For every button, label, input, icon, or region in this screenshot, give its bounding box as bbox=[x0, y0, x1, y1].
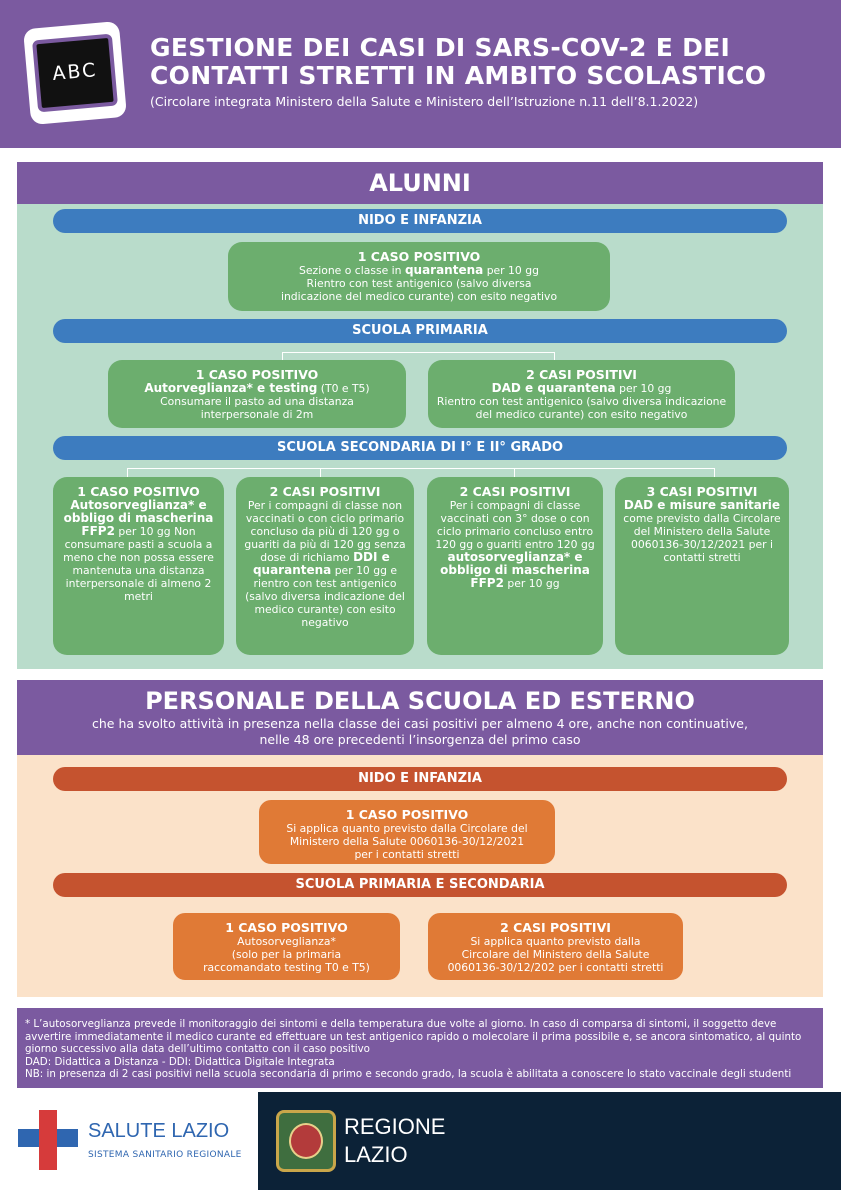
secondaria-case1-box bbox=[53, 477, 224, 655]
personale-heading-block bbox=[17, 680, 823, 755]
alunni-section bbox=[17, 162, 823, 669]
personale-primsec-case2-title: 2 CASI POSITIVI bbox=[500, 920, 611, 935]
footnotes bbox=[17, 1008, 823, 1088]
primaria-case2-title: 2 CASI POSITIVI bbox=[526, 367, 637, 382]
nido-case-line1: Sezione o classe in quarantena per 10 gg bbox=[299, 263, 539, 277]
nido-label: NIDO E INFANZIA bbox=[53, 209, 787, 233]
primaria-case1-line2: Consumare il pasto ad una distanza bbox=[160, 395, 354, 408]
secondaria-case4-box bbox=[615, 477, 789, 655]
footnote-nb: NB: in presenza di 2 casi positivi nella scuola secondaria di primo e secondo grado, la scuola è abilitata a conoscere lo stato vaccinale degli studenti bbox=[25, 1068, 792, 1080]
emblem-shield-icon bbox=[289, 1123, 323, 1159]
primaria-connector-right bbox=[554, 352, 555, 360]
footnote-dad-ddi: DAD: Didattica a Distanza - DDI: Didattica Digitale Integrata bbox=[25, 1055, 335, 1068]
nido-case-box bbox=[228, 242, 610, 311]
personale-sub2: nelle 48 ore precedenti l’insorgenza del primo caso bbox=[259, 732, 581, 747]
personale-primsec-case2-line1: Si applica quanto previsto dalla bbox=[470, 935, 641, 948]
secondaria-case2-text: Per i compagni di classe non vaccinati o con ciclo primario concluso da più di 120 gg o guariti da più di 120 gg senza dose di richiamo DDI e quarantena per 10 gg e rientro con test antigenico (salvo diversa indicazione del medico curante) con esito negativo bbox=[244, 499, 406, 629]
personale-nido-box bbox=[257, 798, 557, 866]
abc-chalkboard-icon bbox=[23, 21, 127, 125]
secondaria-connector-2 bbox=[320, 468, 321, 477]
personale-nido-line2: Ministero della Salute 0060136-30/12/2021 bbox=[289, 835, 525, 848]
page-title: GESTIONE DEI CASI DI SARS-COV-2 E DEI CONTATTI STRETTI IN AMBITO SCOLASTICO bbox=[150, 33, 767, 90]
salute-lazio-logo bbox=[0, 1092, 258, 1190]
secondaria-case4-title: 3 CASI POSITIVI bbox=[646, 484, 758, 499]
personale-primsec-label: SCUOLA PRIMARIA E SECONDARIA bbox=[53, 873, 787, 897]
primaria-connector-left bbox=[282, 352, 283, 360]
primaria-label: SCUOLA PRIMARIA bbox=[53, 319, 787, 343]
personale-primsec-case2-line2: Circolare del Ministero della Salute bbox=[461, 948, 650, 961]
personale-primsec-case2-box bbox=[426, 911, 685, 982]
personale-nido-line1: Si applica quanto previsto dalla Circolare del bbox=[286, 822, 528, 835]
secondaria-case3-box bbox=[427, 477, 603, 655]
lazio-text: LAZIO bbox=[344, 1142, 408, 1167]
secondaria-case3-title: 2 CASI POSITIVI bbox=[459, 484, 571, 499]
primaria-case1-line3: interpersonale di 2m bbox=[200, 408, 314, 421]
personale-primsec-case1-title: 1 CASO POSITIVO bbox=[225, 920, 348, 935]
personale-section bbox=[17, 755, 823, 997]
abc-icon-text: ABC bbox=[51, 59, 99, 85]
personale-primsec-case1-box bbox=[171, 911, 402, 982]
primaria-case1-box bbox=[108, 360, 406, 428]
regione-text: REGIONE bbox=[344, 1114, 446, 1139]
secondaria-case1-title: 1 CASO POSITIVO bbox=[77, 484, 200, 499]
nido-case-title: 1 CASO POSITIVO bbox=[357, 249, 481, 264]
secondaria-connector-3 bbox=[514, 468, 515, 477]
secondaria-case2-title: 2 CASI POSITIVI bbox=[269, 484, 381, 499]
personale-primsec-case2-line3: 0060136-30/12/202 per i contatti stretti bbox=[447, 961, 664, 974]
regione-emblem-icon bbox=[276, 1110, 336, 1172]
header-banner bbox=[0, 0, 841, 148]
personale-sub1: che ha svolto attività in presenza nella classe dei casi positivi per almeno 4 ore, anche non continuative, bbox=[92, 716, 748, 731]
personale-nido-label: NIDO E INFANZIA bbox=[53, 767, 787, 791]
nido-case-line2: Rientro con test antigenico (salvo diversa bbox=[306, 277, 532, 290]
page-subtitle: (Circolare integrata Ministero della Salute e Ministero dell’Istruzione n.11 dell’8.1.2022) bbox=[150, 94, 699, 109]
secondaria-case4-text: DAD e misure sanitarie come previsto dalla Circolare del Ministero della Salute 0060136-30/12/2021 per i contatti stretti bbox=[623, 498, 781, 564]
salute-lazio-name: SALUTE LAZIO bbox=[88, 1120, 230, 1142]
nido-case-line3: indicazione del medico curante) con esito negativo bbox=[280, 290, 558, 303]
footnote-autosorveglianza: * L’autosorveglianza prevede il monitoraggio dei sintomi e della temperatura due volte al giorno. In caso di comparsa di sintomi, il soggetto deve avvertire immediatamente il medico curante ed effettuare un test antigenico rapido o molecolare il prima possibile e, se ancora sintomatico, al quinto giorno successivo alla data dell’ultimo contatto con il caso positivo bbox=[25, 1018, 802, 1055]
personale-nido-title: 1 CASO POSITIVO bbox=[345, 807, 469, 822]
cross-icon-center bbox=[39, 1129, 57, 1147]
primaria-case1-line1: Autorveglianza* e testing (T0 e T5) bbox=[144, 381, 370, 395]
personale-heading: PERSONALE DELLA SCUOLA ED ESTERNO bbox=[145, 687, 695, 715]
secondaria-label: SCUOLA SECONDARIA DI I° E II° GRADO bbox=[53, 436, 787, 460]
secondaria-case2-box bbox=[236, 477, 414, 655]
primaria-case2-line2: Rientro con test antigenico (salvo diversa indicazione bbox=[436, 395, 727, 408]
chalkboard-icon bbox=[32, 34, 118, 113]
salute-lazio-subtitle: SISTEMA SANITARIO REGIONALE bbox=[88, 1150, 242, 1160]
secondaria-connector-4 bbox=[714, 468, 715, 477]
secondaria-connector-1 bbox=[127, 468, 128, 477]
primaria-case2-box bbox=[428, 360, 735, 428]
personale-primsec-case1-line2: (solo per la primaria bbox=[231, 948, 342, 961]
personale-primsec-case1-line1: Autosorveglianza* bbox=[237, 935, 336, 948]
personale-primsec-case1-line3: raccomandato testing T0 e T5) bbox=[203, 961, 370, 974]
primaria-case2-line1: DAD e quarantena per 10 gg bbox=[491, 381, 672, 395]
primaria-case1-title: 1 CASO POSITIVO bbox=[195, 367, 319, 382]
regione-lazio-logo bbox=[258, 1092, 841, 1190]
personale-nido-line3: per i contatti stretti bbox=[354, 848, 460, 861]
primaria-case2-line3: del medico curante) con esito negativo bbox=[475, 408, 688, 421]
secondaria-case1-text: Autosorveglianza* e obbligo di mascherina FFP2 per 10 gg Non consumare pasti a scuola a meno che non possa essere mantenuta una distanza interpersonale di almeno 2 metri bbox=[63, 498, 214, 603]
secondaria-case3-text: Per i compagni di classe vaccinati con 3° dose o con ciclo primario concluso entro 120 gg o guariti entro 120 gg autosorveglianza* e obbligo di mascherina FFP2 per 10 gg bbox=[435, 499, 595, 590]
primaria-connector bbox=[282, 352, 554, 353]
secondaria-connector bbox=[127, 468, 714, 469]
alunni-heading: ALUNNI bbox=[17, 162, 823, 204]
